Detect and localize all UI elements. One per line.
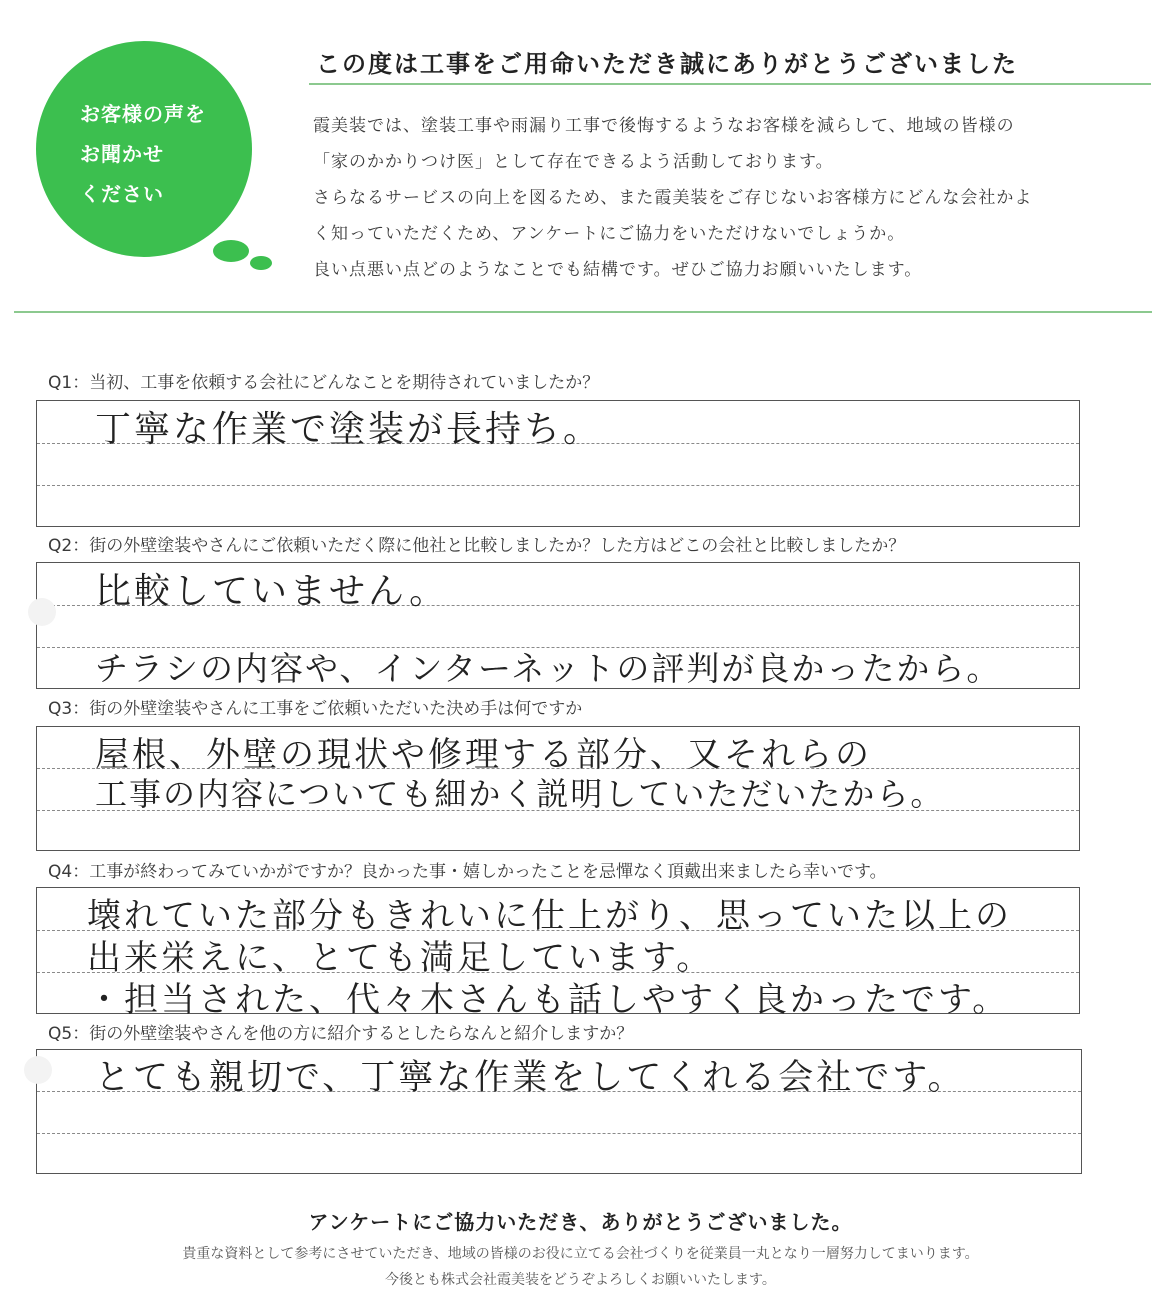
binder-hole: [24, 1056, 52, 1084]
intro-text: [313, 108, 1148, 288]
bubble-tail-dot: [213, 240, 249, 262]
question-label-q4: Q4：工事が終わってみていかがですか？良かった事・嬉しかったことを忌憚なく頂戴出来ましたら幸いです。: [48, 862, 887, 882]
writing-line: [37, 485, 1079, 486]
answer-text: 工事の内容についても細かく説明していただいたから。: [95, 775, 945, 813]
answer-box-q2: [36, 562, 1080, 689]
intro-line: 霞美装では、塗装工事や雨漏り工事で後悔するようなお客様を減らして、地域の皆様の: [313, 116, 1015, 136]
bubble-line: ください: [80, 182, 164, 206]
footer-text: 貴重な資料として参考にさせていただき、地域の皆様のお役に立てる会社づくりを従業員一丸となり一層努力してまいります。: [182, 1246, 979, 1262]
answer-text: ・担当された、代々木さんも話しやすく良かったです。: [87, 980, 1010, 1020]
bubble-line: お聞かせ: [80, 142, 164, 166]
answer-box-q1: [36, 400, 1080, 527]
answer-text: 壊れていた部分もきれいに仕上がり、思っていた以上の: [87, 896, 1012, 936]
answer-text: 屋根、外壁の現状や修理する部分、又それらの: [95, 735, 872, 775]
answer-box-q4: [36, 887, 1080, 1020]
question-label-q2: Q2：街の外壁塗装やさんにご依頼いただく際に他社と比較しましたか？した方はどこの会社と比較しましたか？: [48, 536, 906, 556]
intro-line: く知っていただくため、アンケートにご協力をいただけないでしょうか。: [313, 224, 906, 244]
answer-text: 丁寧な作業で塗装が長持ち。: [95, 409, 603, 450]
answer-text: 比較していません。: [95, 571, 449, 612]
question-label-q1: Q1：当初、工事を依頼する会社にどんなことを期待されていましたか？: [48, 373, 600, 393]
answer-box-q5: [36, 1049, 1082, 1174]
intro-line: さらなるサービスの向上を図るため、また霞美装をご存じないお客様方にどんな会社かよ: [313, 188, 1033, 208]
answer-text: チラシの内容や、インターネットの評判が良かったから。: [95, 649, 1002, 688]
bubble-tail-dot-small: [250, 256, 272, 270]
intro-line: 良い点悪い点どのようなことでも結構です。ぜひご協力お願いいたします。: [313, 260, 923, 280]
footer-text: 今後とも株式会社霞美装をどうぞよろしくお願いいたします。: [385, 1272, 776, 1288]
binder-hole: [28, 598, 56, 626]
intro-line: 「家のかかりつけ医」として存在できるよう活動しております。: [313, 152, 834, 172]
bubble-text: [80, 94, 206, 214]
answer-text: 出来栄えに、とても満足しています。: [87, 938, 714, 978]
writing-line: [37, 1133, 1081, 1134]
answer-box-q3: [36, 726, 1080, 851]
question-label-q3: Q3：街の外壁塗装やさんに工事をご依頼いただいた決め手は何ですか: [48, 699, 583, 719]
answer-text: とても親切で、丁寧な作業をしてくれる会社です。: [95, 1058, 966, 1098]
section-divider: [14, 311, 1152, 313]
page-title: この度は工事をご用命いただき誠にありがとうございました: [316, 50, 1018, 78]
question-label-q5: Q5：街の外壁塗装やさんを他の方に紹介するとしたらなんと紹介しますか？: [48, 1024, 634, 1044]
title-divider: [309, 83, 1151, 85]
footer-title: アンケートにご協力いただき、ありがとうございました。: [308, 1210, 853, 1234]
bubble-line: お客様の声を: [80, 102, 206, 126]
